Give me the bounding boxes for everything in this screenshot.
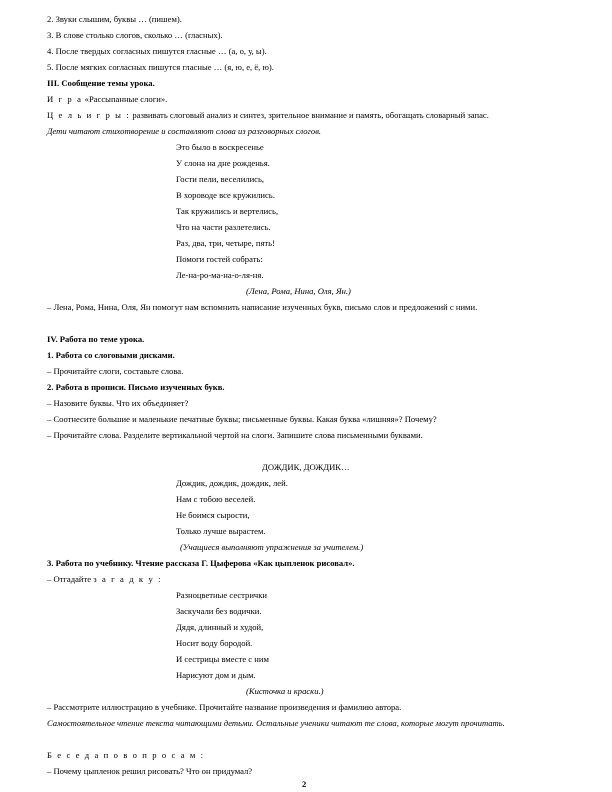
task-1-instruction: – Прочитайте слоги, составьте слова. bbox=[47, 366, 184, 376]
poem1-line: Что на части разлетелись. bbox=[176, 222, 271, 232]
game-title: «Рассыпанные слоги». bbox=[84, 94, 168, 104]
poem2-line: Не боимся сырости, bbox=[176, 510, 250, 520]
task-2-question: – Назовите буквы. Что их объединяет? bbox=[47, 398, 189, 408]
task-2-question: – Соотнесите большие и маленькие печатные буквы; письменные буквы. Какая буква «лишняя»? Почему? bbox=[47, 414, 437, 424]
poem1-answer: (Лена, Рома, Нина, Оля, Ян.) bbox=[246, 286, 351, 296]
riddle-prefix: – Отгадайте bbox=[47, 574, 92, 584]
intro-item-3: 3. В слове столько слогов, сколько … (гласных). bbox=[47, 30, 223, 40]
conversation-label: Б е с е д а п о в о п р о с а м : bbox=[47, 750, 205, 760]
section-4-heading: IV. Работа по теме урока. bbox=[47, 334, 145, 344]
task-3-heading: 3. Работа по учебнику. Чтение рассказа Г. Цыферова «Как цыпленок рисовал». bbox=[47, 558, 355, 568]
task-2-question: – Прочитайте слова. Разделите вертикальной чертой на слоги. Запишите слова письменными буквами. bbox=[47, 430, 423, 440]
conversation-question: – Почему цыпленок решил рисовать? Что он придумал? bbox=[47, 766, 253, 776]
illustration-instruction: – Рассмотрите иллюстрацию в учебнике. Прочитайте название произведения и фамилию автора. bbox=[47, 702, 402, 712]
poem2-title: ДОЖДИК, ДОЖДИК… bbox=[262, 462, 350, 472]
poem2-line: Дождик, дождик, дождик, лей. bbox=[176, 478, 288, 488]
intro-item-4: 4. После твердых согласных пишутся гласные … (а, о, у, ы). bbox=[47, 46, 267, 56]
riddle-answer: (Кисточка и краски.) bbox=[246, 686, 324, 696]
poem1-line: Так кружились и вертелись, bbox=[176, 206, 279, 216]
riddle-line: И сестрицы вместе с ним bbox=[176, 654, 269, 664]
riddle-line: Нарисуют дом и дым. bbox=[176, 670, 256, 680]
poem1-line: В хороводе все кружились. bbox=[176, 190, 275, 200]
goal-text: развивать слоговый анализ и синтез, зрительное внимание и память, обогащать словарный запас. bbox=[132, 110, 489, 120]
poem1-line: Раз, два, три, четыре, пять! bbox=[176, 238, 275, 248]
riddle-label: з а г а д к у : bbox=[93, 574, 163, 584]
riddle-line: Носит воду бородой. bbox=[176, 638, 253, 648]
riddle-prompt bbox=[47, 574, 162, 585]
intro-item-2: 2. Звуки слышим, буквы … (пишем). bbox=[47, 14, 182, 24]
poem1-line: Гости пели, веселились, bbox=[176, 174, 265, 184]
riddle-line: Заскучали без водички. bbox=[176, 606, 262, 616]
riddle-line: Разноцветные сестрички bbox=[176, 590, 268, 600]
independent-reading-note: Самостоятельное чтение текста читающими детьми. Остальные ученики читают те слова, которые могут прочитать. bbox=[47, 718, 505, 728]
poem1-line: У слона на дне рожденья. bbox=[176, 158, 270, 168]
riddle-line: Дядя, длинный и худой, bbox=[176, 622, 264, 632]
poem2-line: Только лучше вырастем. bbox=[176, 526, 266, 536]
game-label: И г р а bbox=[47, 94, 83, 104]
task-2-heading: 2. Работа в прописи. Письмо изученных букв. bbox=[47, 382, 225, 392]
poem2-line: Нам с тобою веселей. bbox=[176, 494, 256, 504]
game-instruction: Дети читают стихотворение и составляют слова из разговорных слогов. bbox=[47, 126, 322, 136]
poem1-line: Помоги гостей собрать: bbox=[176, 254, 263, 264]
task-1-heading: 1. Работа со слоговыми дисками. bbox=[47, 350, 175, 360]
names-paragraph: – Лена, Рома, Нина, Оля, Ян помогут нам вспомнить написание изученных букв, письмо слов и предложений с ними. bbox=[47, 302, 478, 312]
goal-label: Ц е л ь и г р ы : bbox=[47, 110, 131, 120]
section-3-heading: III. Сообщение темы урока. bbox=[47, 78, 155, 88]
poem2-note: (Учащиеся выполняют упражнения за учителем.) bbox=[180, 542, 364, 552]
intro-item-5: 5. После мягких согласных пишутся гласные … (я, ю, е, ё, ю). bbox=[47, 62, 274, 72]
game-line bbox=[47, 94, 167, 105]
poem1-line: Ле-на-ро-ма-на-о-ля-ня. bbox=[176, 270, 264, 280]
goal-line bbox=[47, 110, 489, 121]
poem1-line: Это было в воскресенье bbox=[176, 142, 264, 152]
page-number: 2 bbox=[302, 779, 307, 789]
